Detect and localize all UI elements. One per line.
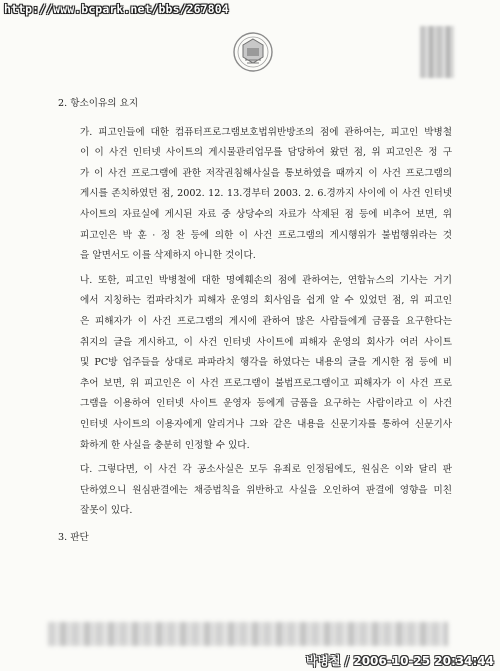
text-line: 사이트의 자료실에 게시된 자료 중 상당수의 자료가 삭제된 점 등에 비추어 보면, 위: [80, 208, 452, 220]
text-line: 취지의 글을 게시하고, 이 사건 인터넷 사이트에 피해자 운영의 회사가 여러 사이트: [80, 336, 452, 348]
text-line: 을 알면서도 이를 삭제하지 아니한 것이다.: [80, 250, 256, 262]
text-line: 잘못이 있다.: [80, 505, 133, 517]
text-line: 게시를 존치하였던 점, 2002. 12. 13.경부터 2003. 2. 6.경까지 사이에 이 사건 인터넷: [80, 188, 452, 200]
text-line: 추어 보면, 위 피고인은 이 사건 프로그램이 불법프로그램이고 피해자가 이 사건 프로: [80, 377, 452, 389]
text-line: 피고인은 박 훈 · 정 찬 등에 의한 이 사건 프로그램의 게시행위가 불법행위라는 것: [80, 229, 452, 241]
court-seal-icon: [232, 30, 274, 74]
text-line: 다. 그렇다면, 이 사건 각 공소사실은 모두 유죄로 인정됨에도, 원심은 이와 달리 판: [80, 464, 452, 476]
paragraph-na: [58, 271, 452, 456]
text-line: 은 피해자가 이 사건 프로그램의 게시에 관하여 많은 사람들에게 금품을 요구한다는: [80, 315, 452, 327]
paragraph-ga: [58, 123, 452, 267]
conclusion-heading: 3. 판단: [58, 531, 89, 543]
text-line: 나. 또한, 피고인 박병철에 대한 명예훼손의 점에 관하여는, 연합뉴스의 기사는 거기: [80, 274, 452, 286]
section-heading: 2. 항소이유의 요지: [58, 98, 139, 109]
text-line: 및 PC방 업주들을 상대로 파파라치 행각을 하였다는 내용의 글을 게시한 점 등에 비: [80, 357, 452, 369]
text-line: 가. 피고인들에 대한 컴퓨터프로그램보호법위반방조의 점에 관하여는, 피고인 박병철: [80, 126, 452, 138]
text-line: 그램을 이용하여 인터넷 사이트 운영자 등에게 금품을 요구하는 사람이라고 이 사건: [80, 398, 452, 410]
source-url: http://www.bcpark.net/bbs/267804: [4, 2, 229, 16]
redacted-stamp: [420, 26, 454, 78]
text-line: 이 이 사건 인터넷 사이트의 게시물관리업무를 담당하여 왔던 점, 위 피고인은 정 구: [80, 147, 452, 159]
text-line: 인터넷 사이트의 이용자에게 알리거나 그와 같은 내용을 신문기자를 통하여 신문기사: [80, 418, 452, 430]
redacted-text-block: [48, 622, 448, 646]
text-line: 가 이 사건 프로그램에 관한 저작권침해사실을 통보하였을 때까지 이 사건 프로그램의: [80, 167, 452, 179]
paragraph-da: [58, 460, 452, 522]
text-line: 화하게 한 사실을 충분히 인정할 수 있다.: [80, 439, 250, 451]
text-line: 단하였으니 원심판결에는 채증법칙을 위반하고 사실을 오인하여 판결에 영향을 미친: [80, 484, 452, 496]
author-timestamp-watermark: 박병철 / 2006-10-25 20:34:44: [305, 654, 494, 668]
text-line: 에서 지칭하는 컴파라치가 피해자 운영의 회사임을 쉽게 알 수 있었던 점, 위 피고인: [80, 295, 452, 307]
document-body: [58, 94, 452, 548]
